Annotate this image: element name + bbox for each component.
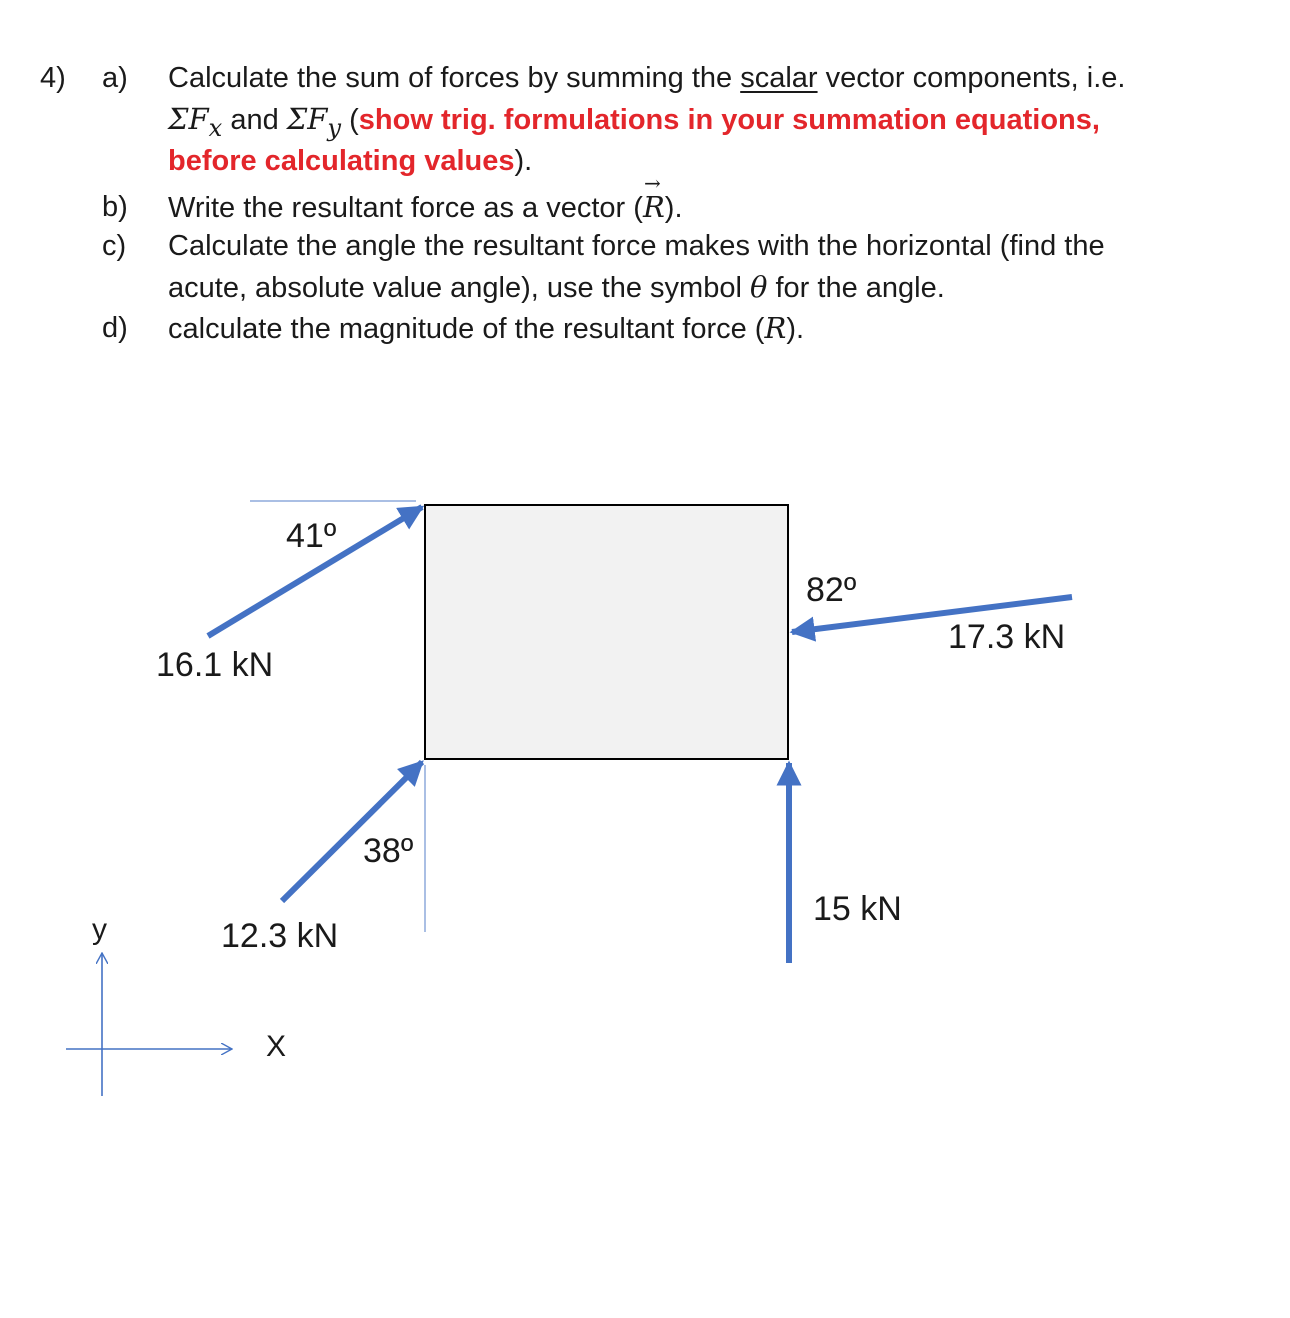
part-d-text: calculate the magnitude of the resultant force (R).: [168, 311, 805, 345]
part-c-line-2: acute, absolute value angle), use the symbol θ for the angle.: [168, 270, 945, 304]
part-d-label: d): [102, 312, 128, 344]
part-c-line-1: Calculate the angle the resultant force makes with the horizontal (find the: [168, 230, 1105, 262]
part-a-line-1-pre: Calculate the sum of forces by summing the: [168, 62, 741, 94]
paren-open: (: [341, 104, 359, 136]
magnitude-label-12-3: 12.3 kN: [221, 917, 339, 955]
part-a-line-1-post: vector components, i.e.: [817, 62, 1126, 94]
vector-arrow-icon: →: [643, 171, 661, 195]
red-instruction-line-3: before calculating values: [168, 145, 515, 177]
magnitude-label-16-1: 16.1 kN: [156, 646, 274, 684]
angle-label-38: 38º: [363, 832, 414, 870]
angle-label-82: 82º: [806, 571, 857, 609]
underlined-word-scalar: scalar: [740, 62, 818, 94]
theta-symbol: θ: [749, 270, 768, 304]
sum-fy-symbol: $\Sigma F_y$: [286, 102, 342, 142]
part-a-line-3-end: ).: [514, 145, 533, 177]
part-c-label: c): [102, 230, 127, 262]
x-axis-label: X: [266, 1030, 287, 1063]
part-b-text: Write the resultant force as a vector ( → R).: [168, 187, 683, 228]
red-instruction-line-2: show trig. formulations in your summation equations,: [358, 104, 1100, 136]
magnitude-label-17-3: 17.3 kN: [948, 618, 1066, 656]
part-a-label: a): [102, 62, 128, 94]
question-number: 4): [40, 62, 66, 94]
vector-r-symbol: → R: [642, 171, 665, 224]
angle-label-41: 41º: [286, 517, 337, 555]
magnitude-label-15: 15 kN: [813, 890, 902, 928]
and-text: and: [222, 104, 287, 136]
body-box: [425, 505, 788, 759]
sum-fx-symbol: $\Sigma F_x$: [168, 102, 223, 142]
magnitude-r-symbol: R: [764, 311, 787, 345]
part-b-label: b): [102, 191, 128, 223]
y-axis-label: y: [92, 913, 107, 946]
